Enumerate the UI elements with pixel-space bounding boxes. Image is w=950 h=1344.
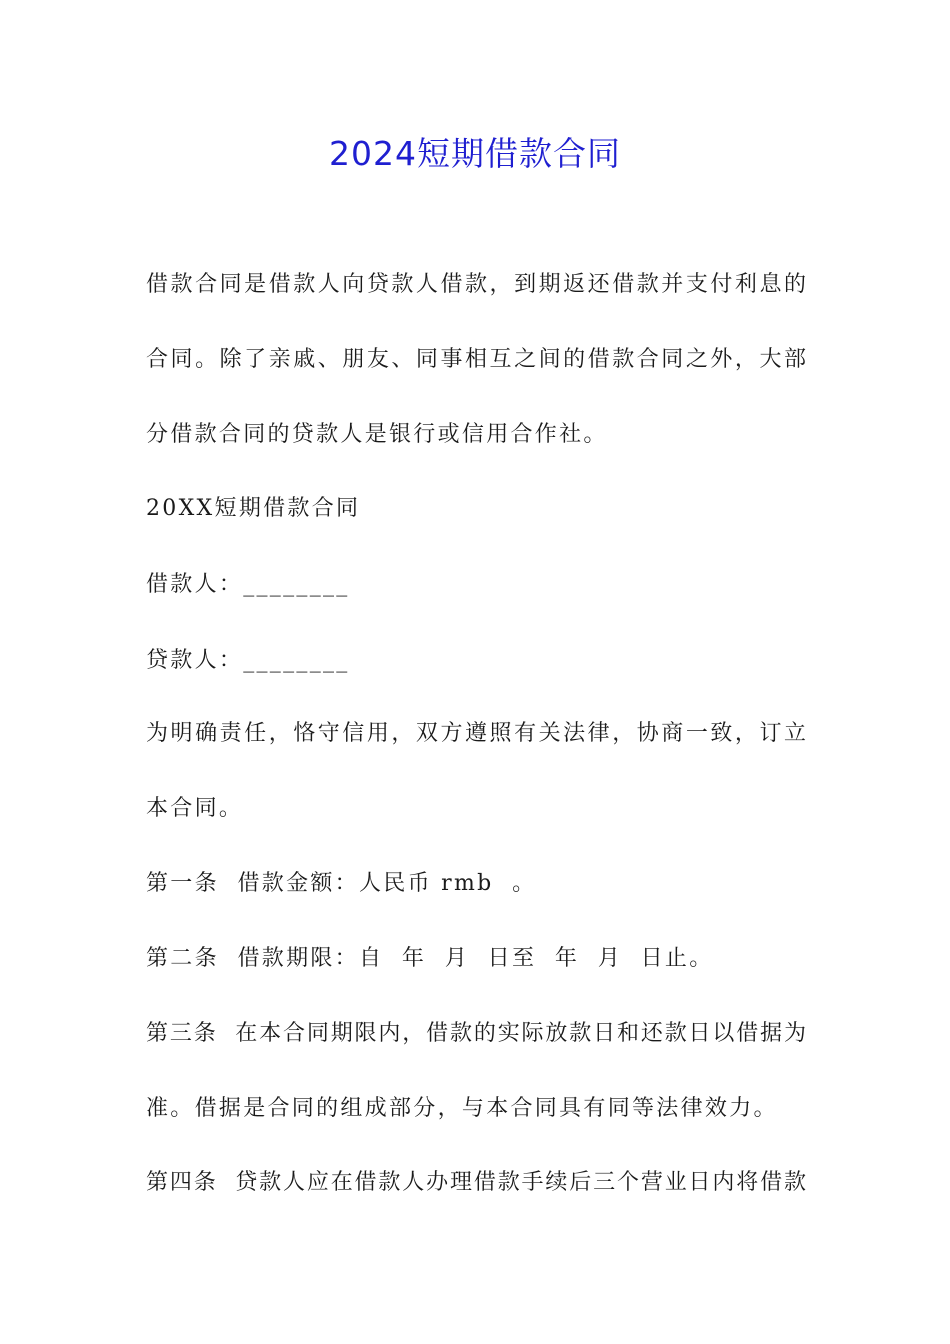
clause-3-continued: 准。借据是合同的组成部分，与本合同具有同等法律效力。 xyxy=(146,1096,778,1121)
clause-4: 第四条 贷款人应在借款人办理借款手续后三个营业日内将借款 xyxy=(146,1170,806,1195)
clause-1: 第一条 借款金额：人民币 rmb 。 xyxy=(146,871,537,896)
contract-subtitle: 20XX短期借款合同 xyxy=(146,496,361,521)
paragraph-line: 借款合同是借款人向贷款人借款，到期返还借款并支付利息的 xyxy=(146,272,806,297)
clause-2: 第二条 借款期限：自 年 月 日至 年 月 日止。 xyxy=(146,946,714,971)
paragraph-line: 合同。除了亲戚、朋友、同事相互之间的借款合同之外，大部 xyxy=(146,347,806,372)
clause-3: 第三条 在本合同期限内，借款的实际放款日和还款日以借据为 xyxy=(146,1021,806,1046)
paragraph-line: 本合同。 xyxy=(146,796,244,821)
document-title: 2024短期借款合同 xyxy=(329,134,621,173)
paragraph-line: 分借款合同的贷款人是银行或信用合作社。 xyxy=(146,422,608,447)
borrower-line: 借款人：________ xyxy=(146,572,350,597)
paragraph-line: 为明确责任，恪守信用，双方遵照有关法律，协商一致，订立 xyxy=(146,721,806,746)
lender-line: 贷款人：________ xyxy=(146,648,350,673)
